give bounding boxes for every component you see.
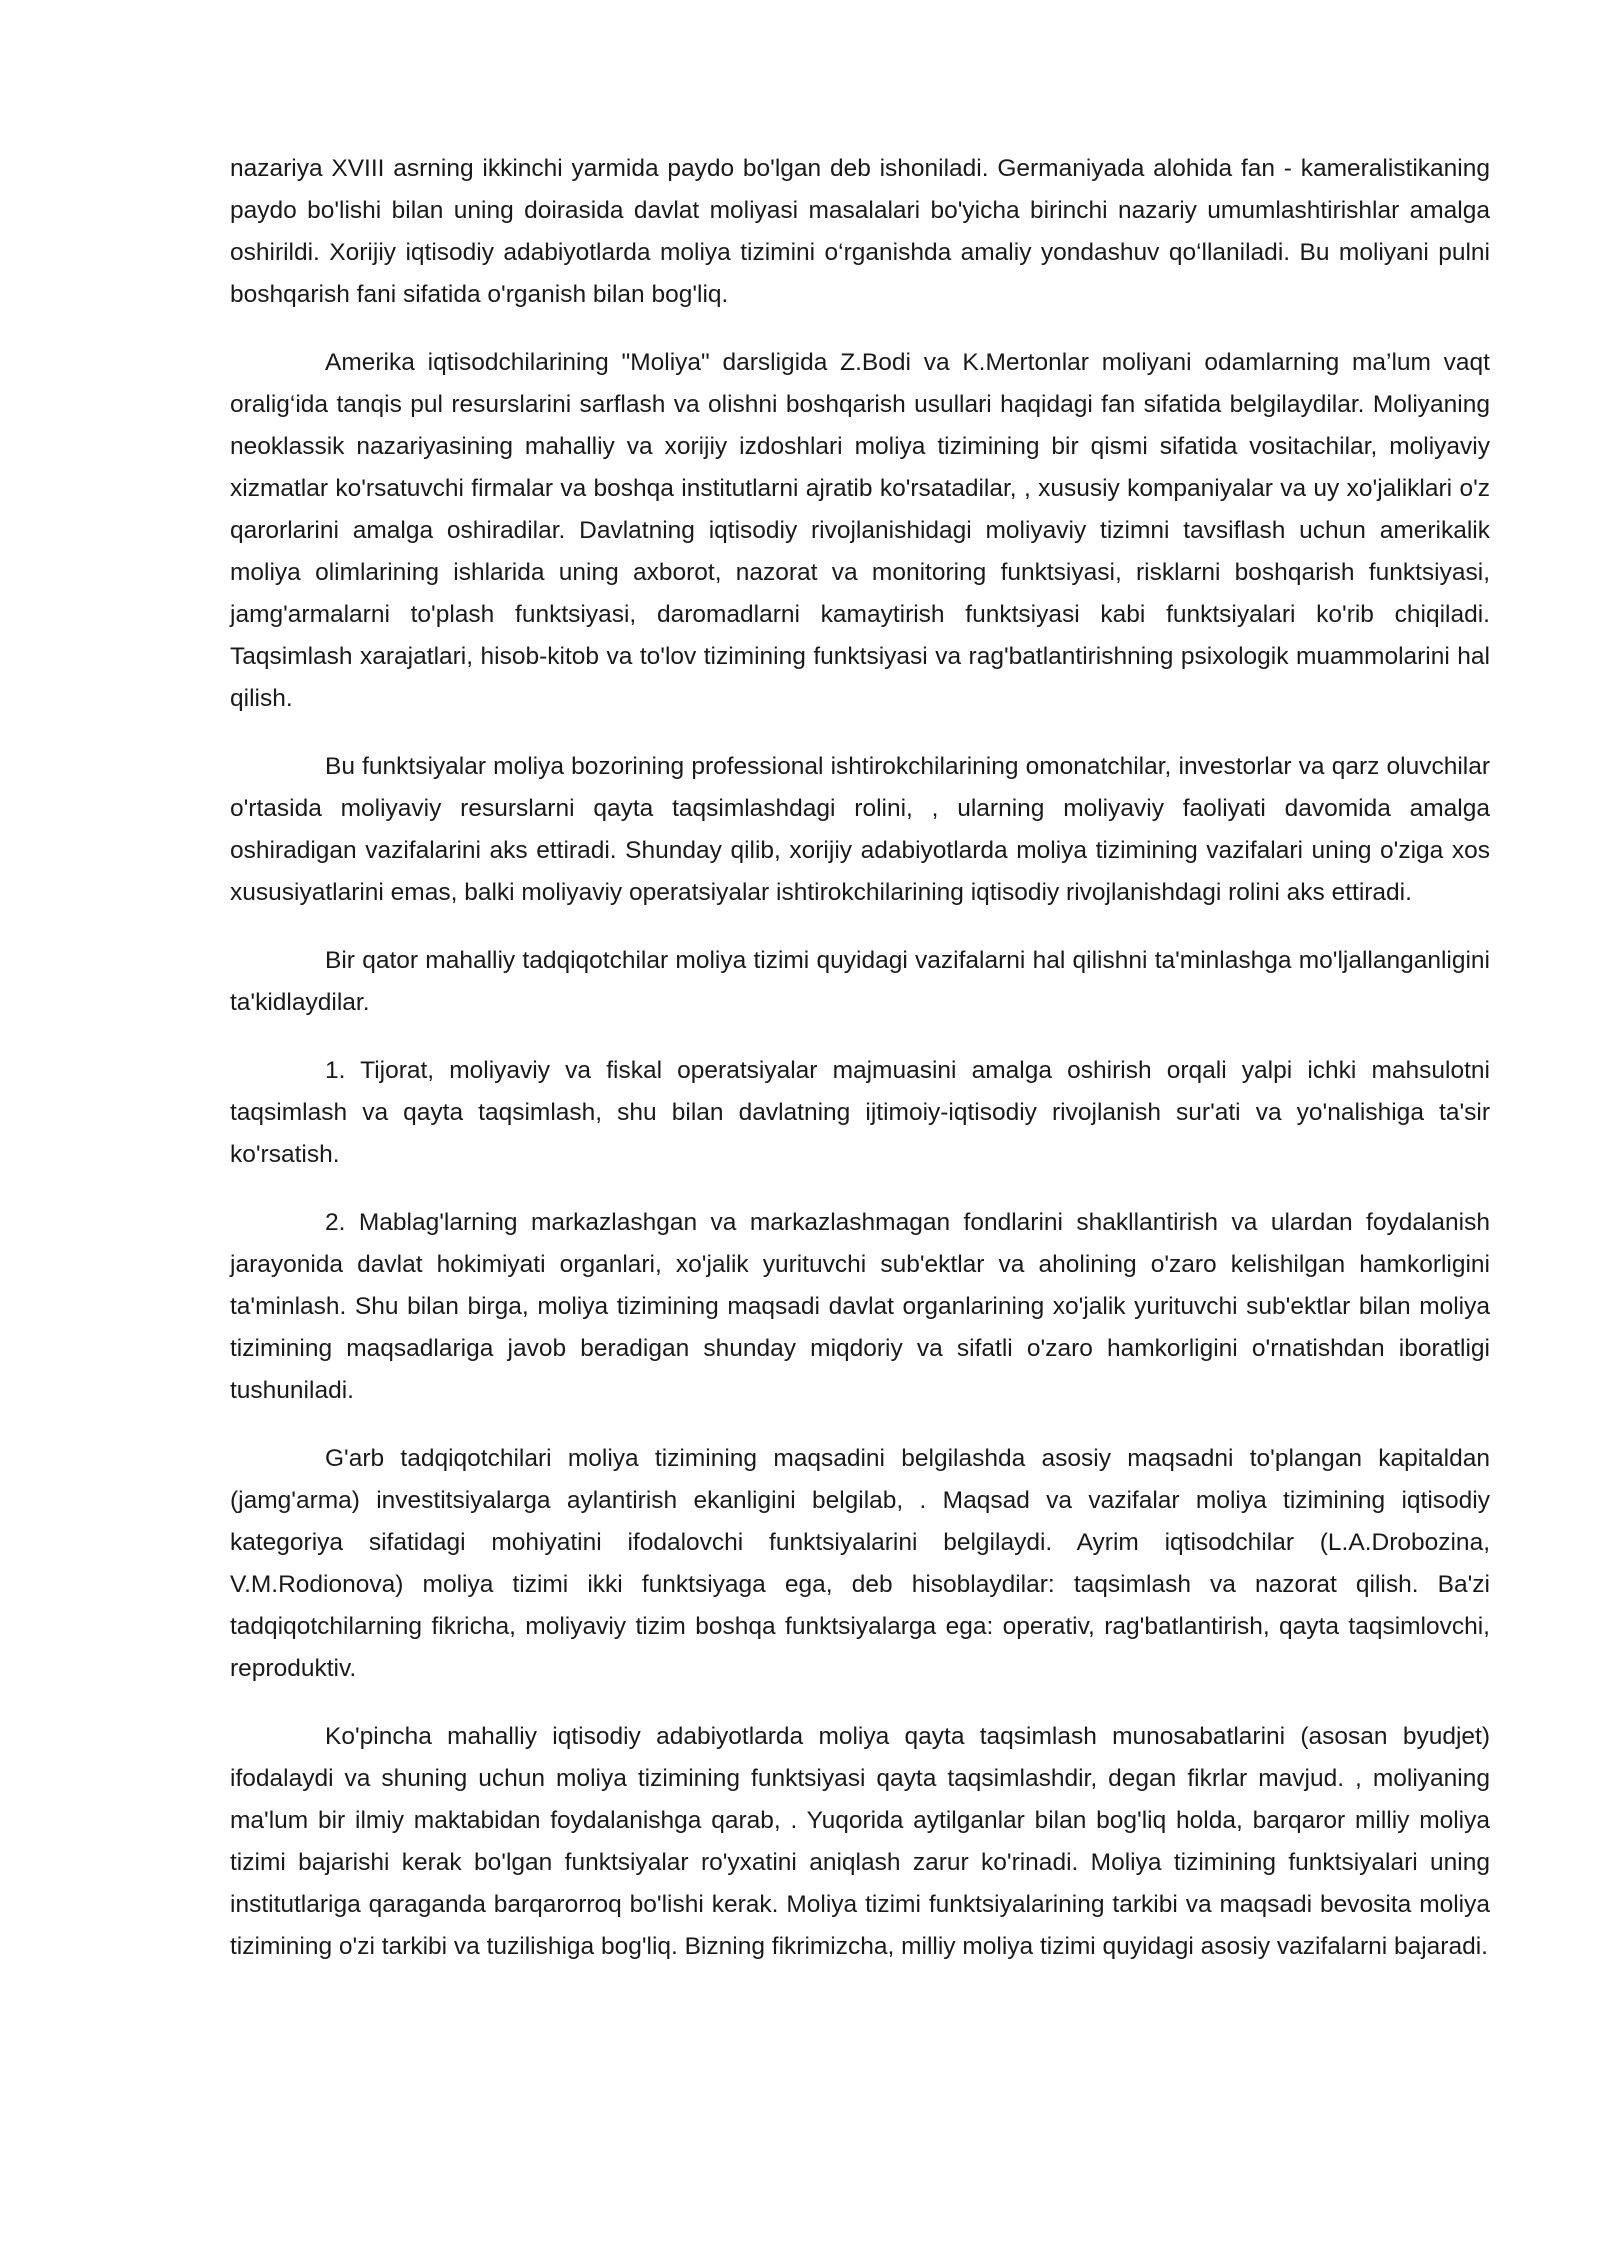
paragraph-2: Amerika iqtisodchilarining "Moliya" darsligida Z.Bodi va K.Mertonlar moliyani odamlarning ma’lum vaqt oralig‘ida tanqis pul resurslarini sarflash va olishni boshqarish usullari haqidagi fan sifatida belgilaydilar. Moliyaning neoklassik nazariyasining mahalliy va xorijiy izdoshlari moliya tizimining bir qismi sifatida vositachilar, moliyaviy xizmatlar ko'rsatuvchi firmalar va boshqa institutlarni ajratib ko'rsatadilar, , xususiy kompaniyalar va uy xo'jaliklari o'z qarorlarini amalga oshiradilar. Davlatning iqtisodiy rivojlanishidagi moliyaviy tizimni tavsiflash uchun amerikalik moliya olimlarining ishlarida uning axborot, nazorat va monitoring funktsiyasi, risklarni boshqarish funktsiyasi, jamg'armalarni to'plash funktsiyasi, daromadlarni kamaytirish funktsiyasi kabi funktsiyalari ko'rib chiqiladi. Taqsimlash xarajatlari, hisob-kitob va to'lov tizimining funktsiyasi va rag'batlantirishning psixologik muammolarini hal qilish.	[230, 349, 1490, 712]
paragraph-4: Bir qator mahalliy tadqiqotchilar moliya tizimi quyidagi vazifalarni hal qilishni ta'minlashga mo'ljallanganligini ta'kidlaydilar.	[230, 947, 1490, 1016]
paragraph-5: G'arb tadqiqotchilari moliya tizimining maqsadini belgilashda asosiy maqsadni to'plangan kapitaldan (jamg'arma) investitsiyalarga aylantirish ekanligini belgilab, . Maqsad va vazifalar moliya tizimining iqtisodiy kategoriya sifatidagi mohiyatini ifodalovchi funktsiyalarini belgilaydi. Ayrim iqtisodchilar (L.A.Drobozina, V.M.Rodionova) moliya tizimi ikki funktsiyaga ega, deb hisoblaydilar: taqsimlash va nazorat qilish. Ba'zi tadqiqotchilarning fikricha, moliyaviy tizim boshqa funktsiyalarga ega: operativ, rag'batlantirish, qayta taqsimlovchi, reproduktiv.	[230, 1445, 1490, 1682]
paragraph-6: Ko'pincha mahalliy iqtisodiy adabiyotlarda moliya qayta taqsimlash munosabatlarini (asosan byudjet) ifodalaydi va shuning uchun moliya tizimining funktsiyasi qayta taqsimlashdir, degan fikrlar mavjud. , moliyaning ma'lum bir ilmiy maktabidan foydalanishga qarab, . Yuqorida aytilganlar bilan bog'liq holda, barqaror milliy moliya tizimi bajarishi kerak bo'lgan funktsiyalar ro'yxatini aniqlash zarur ko'rinadi. Moliya tizimining funktsiyalari uning institutlariga qaraganda barqarorroq bo'lishi kerak. Moliya tizimi funktsiyalarining tarkibi va maqsadi bevosita moliya tizimining o'zi tarkibi va tuzilishiga bog'liq. Bizning fikrimizcha, milliy moliya tizimi quyidagi asosiy vazifalarni bajaradi.	[230, 1723, 1490, 1960]
document-body	[230, 148, 1490, 1994]
list-item-2: 2. Mablag'larning markazlashgan va markazlashmagan fondlarini shakllantirish va ulardan foydalanish jarayonida davlat hokimiyati organlari, xo'jalik yurituvchi sub'ektlar va aholining o'zaro kelishilgan hamkorligini ta'minlash. Shu bilan birga, moliya tizimining maqsadi davlat organlarining xo'jalik yurituvchi sub'ektlar bilan moliya tizimining maqsadlariga javob beradigan shunday miqdoriy va sifatli o'zaro hamkorligini o'rnatishdan iboratligi tushuniladi.	[230, 1209, 1490, 1404]
paragraph-1: nazariya XVIII asrning ikkinchi yarmida paydo bo'lgan deb ishoniladi. Germaniyada alohida fan - kameralistikaning paydo bo'lishi bilan uning doirasida davlat moliyasi masalalari bo'yicha birinchi nazariy umumlashtirishlar amalga oshirildi. Xorijiy iqtisodiy adabiyotlarda moliya tizimini o‘rganishda amaliy yondashuv qo‘llaniladi. Bu moliyani pulni boshqarish fani sifatida o'rganish bilan bog'liq.	[230, 155, 1490, 308]
paragraph-3: Bu funktsiyalar moliya bozorining professional ishtirokchilarining omonatchilar, investorlar va qarz oluvchilar o'rtasida moliyaviy resurslarni qayta taqsimlashdagi rolini, , ularning moliyaviy faoliyati davomida amalga oshiradigan vazifalarini aks ettiradi. Shunday qilib, xorijiy adabiyotlarda moliya tizimining vazifalari uning o'ziga xos xususiyatlarini emas, balki moliyaviy operatsiyalar ishtirokchilarining iqtisodiy rivojlanishdagi rolini aks ettiradi.	[230, 753, 1490, 906]
list-item-1: 1. Tijorat, moliyaviy va fiskal operatsiyalar majmuasini amalga oshirish orqali yalpi ichki mahsulotni taqsimlash va qayta taqsimlash, shu bilan davlatning ijtimoiy-iqtisodiy rivojlanish sur'ati va yo'nalishiga ta'sir ko'rsatish.	[230, 1057, 1490, 1168]
